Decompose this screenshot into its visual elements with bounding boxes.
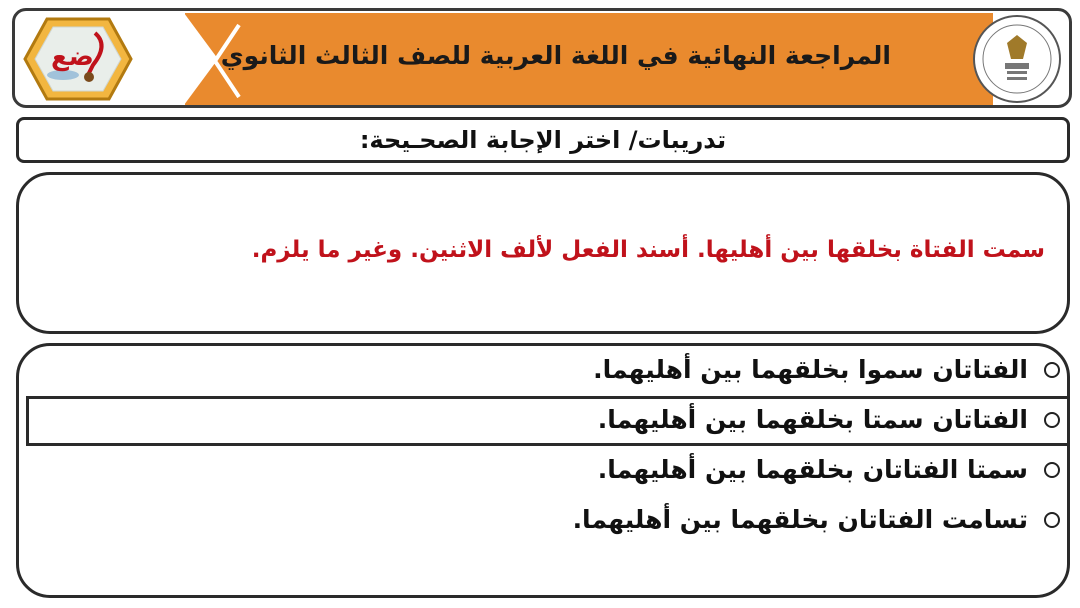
radio-icon[interactable] [1044, 462, 1060, 478]
page-title: المراجعة النهائية في اللغة العربية للصف الثالث الثانوي [220, 41, 891, 70]
section-title: تدريبات/ اختر الإجابة الصحـيحة: [16, 117, 1070, 163]
radio-icon[interactable] [1044, 512, 1060, 528]
question-card [16, 172, 1070, 334]
option-4[interactable] [573, 505, 1060, 534]
radio-icon[interactable] [1044, 362, 1060, 378]
option-3[interactable] [598, 455, 1060, 484]
logo-left-text: ضع [51, 42, 94, 72]
pen-logo-icon [23, 15, 133, 103]
radio-icon[interactable] [1044, 412, 1060, 428]
option-2-label: الفتاتان سمتا بخلقهما بين أهليهما. [597, 405, 1028, 434]
header-banner [12, 8, 1072, 108]
option-4-label: تسامت الفتاتان بخلقهما بين أهليهما. [572, 505, 1028, 534]
ministry-seal-icon [971, 13, 1063, 105]
option-1[interactable] [593, 355, 1060, 384]
option-1-label: الفتاتان سموا بخلقهما بين أهليهما. [593, 355, 1028, 384]
question-text: سمت الفتاة بخلقها بين أهليها. أسند الفعل لألف الاثنين. وغير ما يلزم. [251, 237, 1045, 263]
option-2[interactable] [598, 405, 1060, 434]
option-3-label: سمتا الفتاتان بخلقهما بين أهليهما. [597, 455, 1028, 484]
